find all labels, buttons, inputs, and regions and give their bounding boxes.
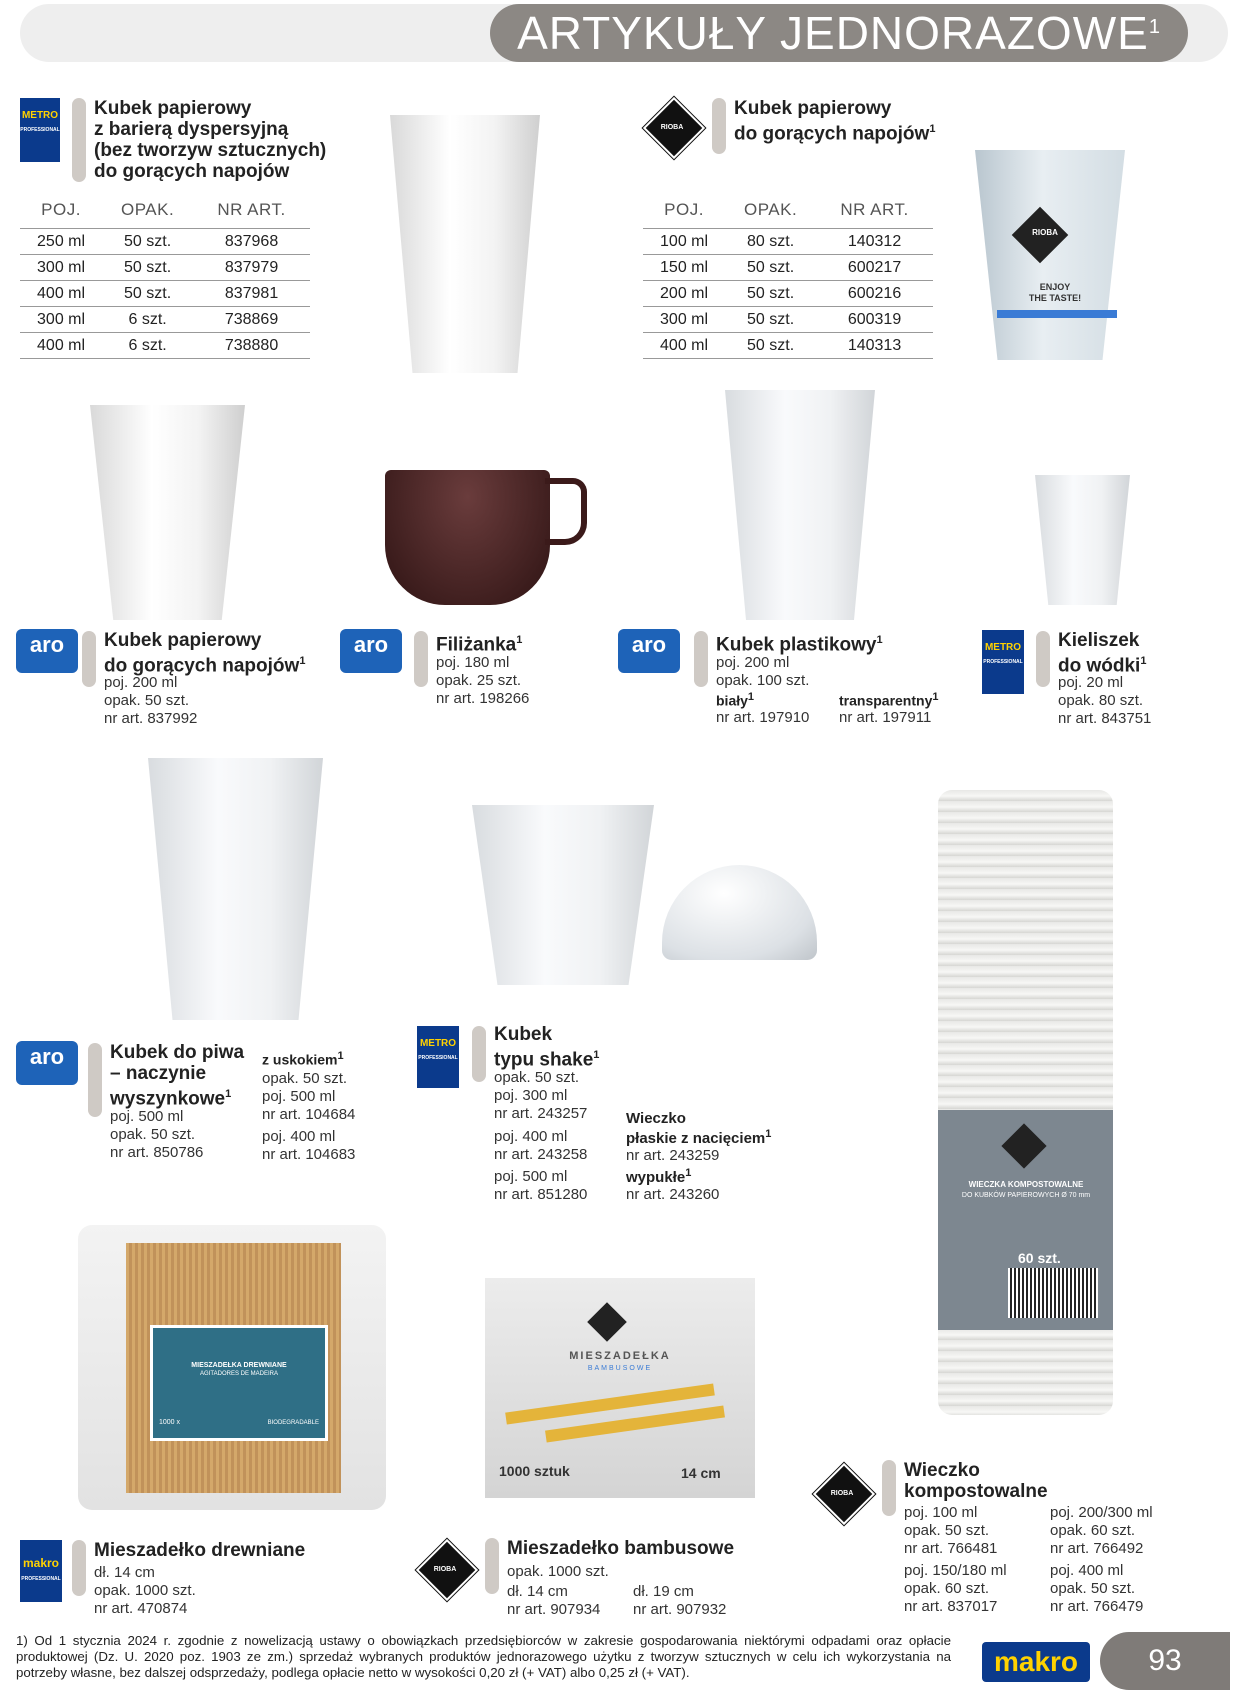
wooden-stirrer-pack-image: [78, 1225, 386, 1510]
shot-glass-image: [1035, 475, 1130, 605]
pack-label-text: MIESZADEŁKA DREWNIANE: [191, 1362, 287, 1369]
variant-art: nr art. 197911: [839, 709, 932, 726]
title-marker: [485, 1538, 499, 1594]
table-row: 300 ml 50 szt. 837979: [20, 255, 310, 281]
table-row: 250 ml 50 szt. 837968: [20, 229, 310, 255]
spec-table: [20, 200, 310, 359]
aro-logo: aro: [16, 1041, 78, 1085]
pack-label-text: WIECZKA KOMPOSTOWALNE: [968, 1180, 1084, 1189]
variant-label: z uskokiem$^1$: [262, 1050, 344, 1068]
variant-art: nr art. 197910: [716, 709, 810, 726]
variant-info: poj. 150/180 ml opak. 60 szt. nr art. 837017: [904, 1562, 1007, 1615]
rioba-cup-image: [975, 150, 1125, 360]
product-info: poj. 500 ml opak. 50 szt. nr art. 850786: [110, 1108, 204, 1161]
title-marker: [72, 1540, 86, 1596]
table-row: 200 ml 50 szt. 600216: [643, 281, 933, 307]
aro-logo: aro: [16, 629, 78, 673]
paper-cup-image: [90, 405, 245, 620]
variant-label: biały$^1$: [716, 691, 755, 709]
product-title: Kubek typu shake$^1$: [494, 1024, 600, 1071]
box-label-text: MIESZADEŁKA: [569, 1350, 671, 1362]
col-header: POJ.: [664, 200, 704, 219]
aro-logo: aro: [618, 629, 680, 673]
product-title: Kubek plastikowy$^1$: [716, 634, 883, 656]
plastic-cup-image: [725, 390, 875, 620]
product-title: Mieszadełko bambusowe: [507, 1538, 735, 1559]
cup-slogan-text: ENJOY: [1039, 282, 1071, 292]
variant-info: poj. 200/300 ml opak. 60 szt. nr art. 766492: [1050, 1504, 1153, 1557]
compostable-lid-stack-image: [938, 790, 1113, 1415]
makro-professional-logo: makro PROFESSIONAL: [20, 1540, 62, 1602]
dome-lid-image: [662, 865, 817, 960]
footnote: 1) Od 1 stycznia 2024 r. zgodnie z nowelizacją ustawy o obowiązkach przedsiębiorców w zakresie gospodarowania niektórymi odpadami oraz opłacie produktowej (Dz. U. 2020 poz. 1903 ze zm.) sprzedaż wybranych produktów jednorazowego użytku z tworzyw sztucznych w celu ich wykorzystania na potrzeby własne, bez dalszej odsprzedaży, podlega opłacie netto w wysokości 0,20 zł (+ VAT) albo 0,25 zł (+ VAT).: [16, 1633, 951, 1680]
variant-info: opak. 50 szt. poj. 500 ml nr art. 104684: [262, 1070, 356, 1123]
product-title: Wieczko: [626, 1110, 686, 1127]
title-marker: [72, 98, 86, 182]
product-info: opak. 1000 szt.: [507, 1563, 609, 1580]
shake-cup-image: [472, 805, 654, 985]
beer-cup-image: [148, 758, 323, 1020]
product-title: Mieszadełko drewniane: [94, 1540, 306, 1561]
product-title: Kubek papierowy do gorących napojów$^1$: [104, 630, 306, 677]
title-marker: [712, 98, 726, 154]
pack-count-text: 60 szt.: [1018, 1250, 1061, 1266]
table-row: 400 ml 50 szt. 837981: [20, 281, 310, 307]
aro-logo: aro: [340, 629, 402, 673]
variant-label: płaskie z nacięciem$^1$: [626, 1128, 772, 1147]
table-row: 400 ml 6 szt. 738880: [20, 333, 310, 359]
variant-info: poj. 400 ml nr art. 104683: [262, 1128, 356, 1163]
variant-art: nr art. 243260: [626, 1186, 720, 1203]
spec-table: [643, 200, 933, 359]
box-label-text: BAMBUSOWE: [587, 1365, 653, 1372]
table-row: 400 ml 50 szt. 140313: [643, 333, 933, 359]
col-header: NR ART.: [840, 200, 909, 219]
variant-info: dł. 19 cm nr art. 907932: [633, 1583, 727, 1618]
product-info: poj. 180 ml opak. 25 szt. nr art. 198266: [436, 654, 530, 707]
product-title: Kubek do piwa – naczynie wyszynkowe$^1$: [110, 1042, 245, 1110]
metro-professional-logo: METRO PROFESSIONAL: [417, 1026, 459, 1088]
col-header: POJ.: [41, 200, 81, 219]
product-info: poj. 400 ml nr art. 243258: [494, 1128, 588, 1163]
title-marker: [882, 1460, 896, 1516]
pack-note-text: BIODEGRADABLE: [267, 1420, 319, 1426]
variant-label: wypukłe$^1$: [626, 1167, 692, 1186]
bamboo-stirrer-box-image: [485, 1278, 755, 1498]
variant-info: dł. 14 cm nr art. 907934: [507, 1583, 601, 1618]
rioba-logo-text: RIOBA: [830, 1490, 854, 1497]
product-info: poj. 200 ml opak. 100 szt.: [716, 654, 810, 689]
page-number: 93: [1100, 1632, 1230, 1690]
product-title: Kubek papierowy do gorących napojów$^1$: [734, 98, 936, 145]
title-marker: [82, 631, 96, 687]
cup-brand-text: RIOBA: [1032, 228, 1058, 237]
metro-professional-logo: METRO PROFESSIONAL: [20, 98, 60, 162]
variant-info: poj. 400 ml opak. 50 szt. nr art. 766479: [1050, 1562, 1144, 1615]
page-title: ARTYKUŁY JEDNORAZOWE$^1$: [490, 4, 1188, 62]
product-title: Kubek papierowy z barierą dyspersyjną (bez tworzyw sztucznych) do gorących napojów: [94, 98, 327, 182]
product-info: opak. 50 szt. poj. 300 ml nr art. 243257: [494, 1069, 588, 1122]
product-info: poj. 200 ml opak. 50 szt. nr art. 837992: [104, 674, 198, 727]
coffee-cup-image: [385, 470, 600, 605]
title-marker: [694, 631, 708, 687]
pack-label-text: AGITADORES DE MADEIRA: [200, 1371, 278, 1377]
rioba-logo-text: RIOBA: [660, 124, 684, 131]
box-length-text: 14 cm: [681, 1465, 721, 1481]
pack-badge-text: 1000 x: [159, 1419, 181, 1426]
table-row: 100 ml 80 szt. 140312: [643, 229, 933, 255]
cup-slogan-text: THE TASTE!: [1028, 293, 1082, 303]
product-title: Filiżanka$^1$: [436, 634, 523, 656]
table-row: 300 ml 6 szt. 738869: [20, 307, 310, 333]
product-title: Wieczko kompostowalne: [904, 1460, 1048, 1502]
col-header: NR ART.: [217, 200, 286, 219]
variant-label: transparentny$^1$: [839, 691, 939, 709]
product-title: Kieliszek do wódki$^1$: [1058, 630, 1147, 677]
table-row: 150 ml 50 szt. 600217: [643, 255, 933, 281]
col-header: OPAK.: [743, 200, 798, 219]
title-marker: [1036, 631, 1050, 687]
metro-professional-logo: METRO PROFESSIONAL: [982, 630, 1024, 694]
col-header: OPAK.: [120, 200, 175, 219]
product-info: poj. 500 ml nr art. 851280: [494, 1168, 588, 1203]
paper-cup-image: [390, 115, 540, 373]
variant-art: nr art. 243259: [626, 1147, 720, 1164]
table-row: 300 ml 50 szt. 600319: [643, 307, 933, 333]
box-count-text: 1000 sztuk: [499, 1463, 570, 1479]
pack-label-text: DO KUBKÓW PAPIEROWYCH Ø 70 mm: [961, 1192, 1091, 1199]
product-info: poj. 20 ml opak. 80 szt. nr art. 843751: [1058, 674, 1152, 727]
makro-logo: makro: [982, 1642, 1090, 1682]
variant-info: poj. 100 ml opak. 50 szt. nr art. 766481: [904, 1504, 998, 1557]
title-marker: [88, 1043, 102, 1117]
product-info: dł. 14 cm opak. 1000 szt. nr art. 470874: [94, 1564, 196, 1617]
title-marker: [472, 1026, 486, 1082]
title-marker: [414, 631, 428, 687]
rioba-logo-text: RIOBA: [433, 1566, 457, 1573]
